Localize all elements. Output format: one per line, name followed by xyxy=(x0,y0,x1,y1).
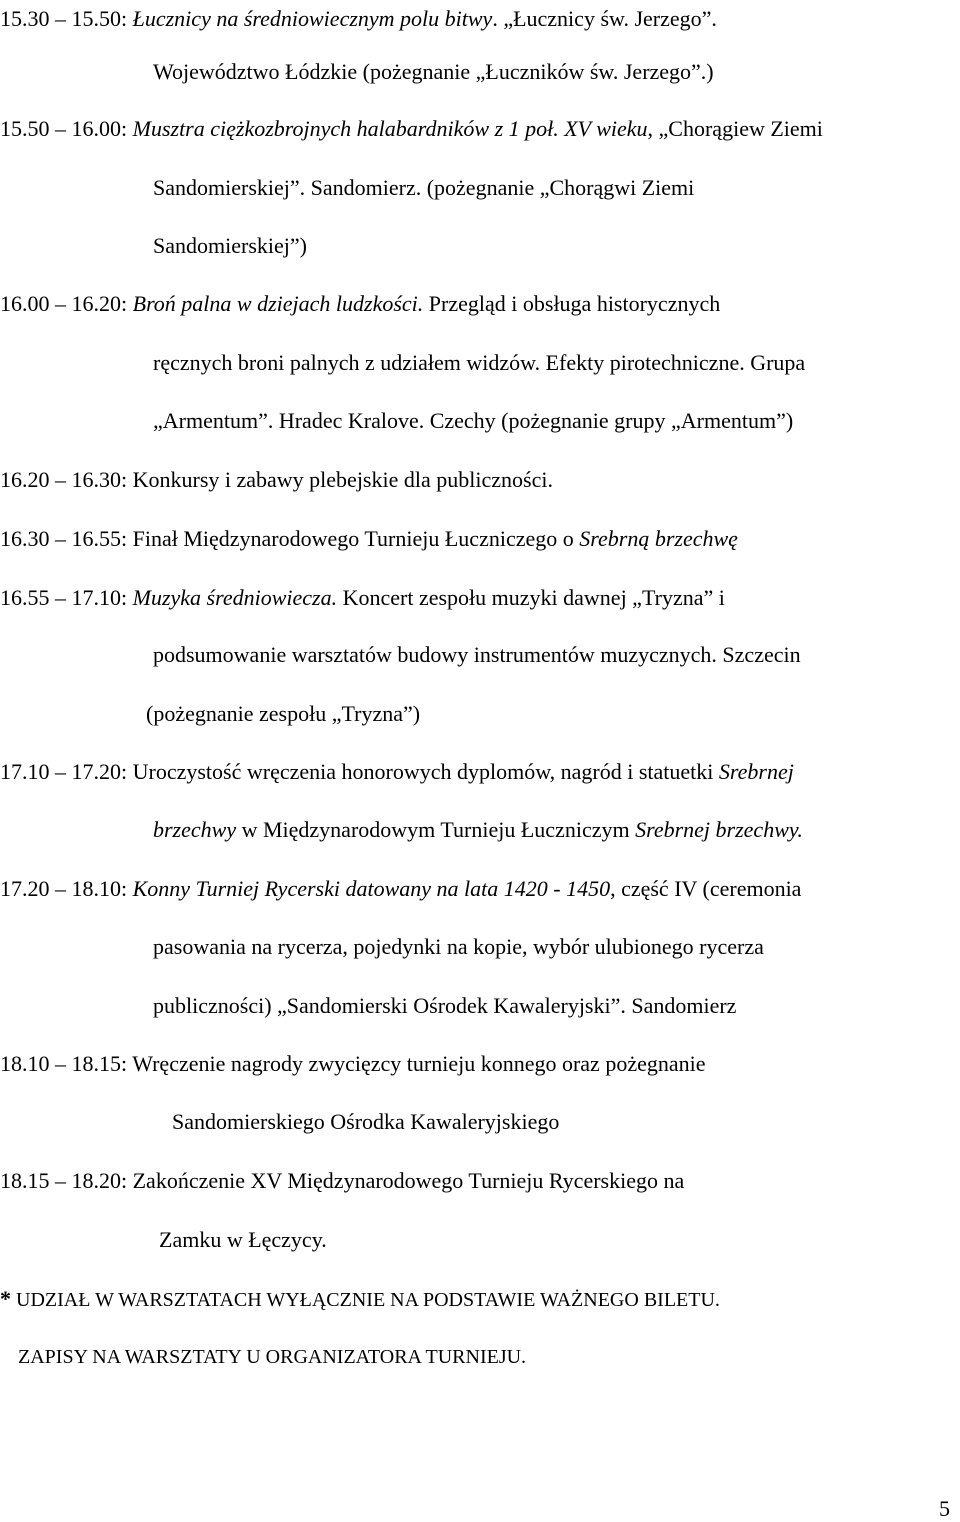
text-segment: 16.55 – 17.10: xyxy=(0,585,133,610)
ticket-note xyxy=(0,1286,720,1313)
italic-text-segment: Muzyka średniowiecza. xyxy=(132,585,338,610)
text-segment: w Międzynarodowym Turnieju Łuczniczym xyxy=(236,817,636,842)
schedule-line xyxy=(153,408,793,434)
text-segment: „Armentum”. Hradec Kralove. Czechy (pożegnanie grupy „Armentum”) xyxy=(153,408,794,433)
text-segment: podsumowanie warsztatów budowy instrumentów muzycznych. Szczecin xyxy=(153,642,801,667)
text-segment: Zamku w Łęczycy. xyxy=(159,1227,327,1252)
text-segment: 16.00 – 16.20: xyxy=(0,291,133,316)
asterisk-mark: * xyxy=(0,1286,11,1311)
text-segment: 17.10 – 17.20: Uroczystość wręczenia honorowych dyplomów, nagród i statuetki xyxy=(0,759,719,784)
schedule-line xyxy=(0,116,823,142)
italic-text-segment: Łucznicy na średniowiecznym polu bitwy xyxy=(132,6,493,31)
schedule-line xyxy=(146,701,420,727)
text-segment: 15.30 – 15.50: xyxy=(0,6,133,31)
schedule-line xyxy=(153,642,801,668)
registration-note-text: ZAPISY NA WARSZTATY U ORGANIZATORA TURNIEJU. xyxy=(18,1346,527,1368)
text-segment: 15.50 – 16.00: xyxy=(0,116,133,141)
text-segment: 16.30 – 16.55: Finał Międzynarodowego Turnieju Łuczniczego o xyxy=(0,526,580,551)
schedule-line xyxy=(0,467,553,493)
schedule-line xyxy=(0,759,794,785)
text-segment: . „Łucznicy św. Jerzego”. xyxy=(492,6,717,31)
text-segment: publiczności) „Sandomierski Ośrodek Kawaleryjski”. Sandomierz xyxy=(153,993,737,1018)
schedule-line xyxy=(0,876,801,902)
text-segment: (pożegnanie zespołu „Tryzna”) xyxy=(146,701,421,726)
page-number: 5 xyxy=(939,1496,950,1521)
text-segment: ręcznych broni palnych z udziałem widzów. Efekty pirotechniczne. Grupa xyxy=(153,350,806,375)
italic-text-segment: Broń palna w dziejach ludzkości. xyxy=(132,291,424,316)
italic-text-segment: Konny Turniej Rycerski datowany na lata 1420 - 1450 xyxy=(132,876,611,901)
schedule-line xyxy=(0,6,717,32)
text-segment: 17.20 – 18.10: xyxy=(0,876,133,901)
italic-text-segment: Srebrnej xyxy=(718,759,794,784)
registration-note xyxy=(18,1344,526,1370)
schedule-line xyxy=(153,175,694,201)
schedule-line xyxy=(153,350,805,376)
text-segment: Sandomierskiego Ośrodka Kawaleryjskiego xyxy=(172,1109,560,1134)
schedule-line xyxy=(153,233,307,259)
schedule-line xyxy=(153,59,714,85)
schedule-line xyxy=(159,1227,327,1253)
schedule-line xyxy=(0,1051,706,1077)
text-segment: Przegląd i obsługa historycznych xyxy=(423,291,721,316)
schedule-line xyxy=(153,993,736,1019)
schedule-line xyxy=(0,1168,684,1194)
italic-text-segment: Musztra ciężkozbrojnych halabardników z 1 poł. XV wieku xyxy=(132,116,648,141)
text-segment: Województwo Łódzkie (pożegnanie „Łuczników św. Jerzego”.) xyxy=(153,59,714,84)
text-segment: pasowania na rycerza, pojedynki na kopie, wybór ulubionego rycerza xyxy=(153,934,764,959)
text-segment: Sandomierskiej”. Sandomierz. (pożegnanie „Chorągwi Ziemi xyxy=(153,175,695,200)
text-segment: 18.15 – 18.20: Zakończenie XV Międzynarodowego Turnieju Rycerskiego na xyxy=(0,1168,685,1193)
text-segment: Sandomierskiej”) xyxy=(153,233,307,258)
schedule-line xyxy=(0,526,738,552)
italic-text-segment: Srebrnej brzechwy. xyxy=(635,817,803,842)
text-segment: 18.10 – 18.15: Wręczenie nagrody zwycięzcy turnieju konnego oraz pożegnanie xyxy=(0,1051,706,1076)
text-segment: , „Chorągiew Ziemi xyxy=(647,116,823,141)
schedule-line xyxy=(172,1109,559,1135)
text-segment: Koncert zespołu muzyki dawnej „Tryzna” i xyxy=(337,585,725,610)
italic-text-segment: Srebrną brzechwę xyxy=(579,526,738,551)
schedule-line xyxy=(0,291,720,317)
schedule-line xyxy=(0,585,725,611)
text-segment: 16.20 – 16.30: Konkursy i zabawy plebejskie dla publiczności. xyxy=(0,467,553,492)
text-segment: , część IV (ceremonia xyxy=(610,876,802,901)
schedule-line xyxy=(153,934,764,960)
ticket-note-text: UDZIAŁ W WARSZTATACH WYŁĄCZNIE NA PODSTAWIE WAŻNEGO BILETU. xyxy=(16,1289,720,1311)
schedule-line xyxy=(153,817,803,843)
italic-text-segment: brzechwy xyxy=(153,817,237,842)
